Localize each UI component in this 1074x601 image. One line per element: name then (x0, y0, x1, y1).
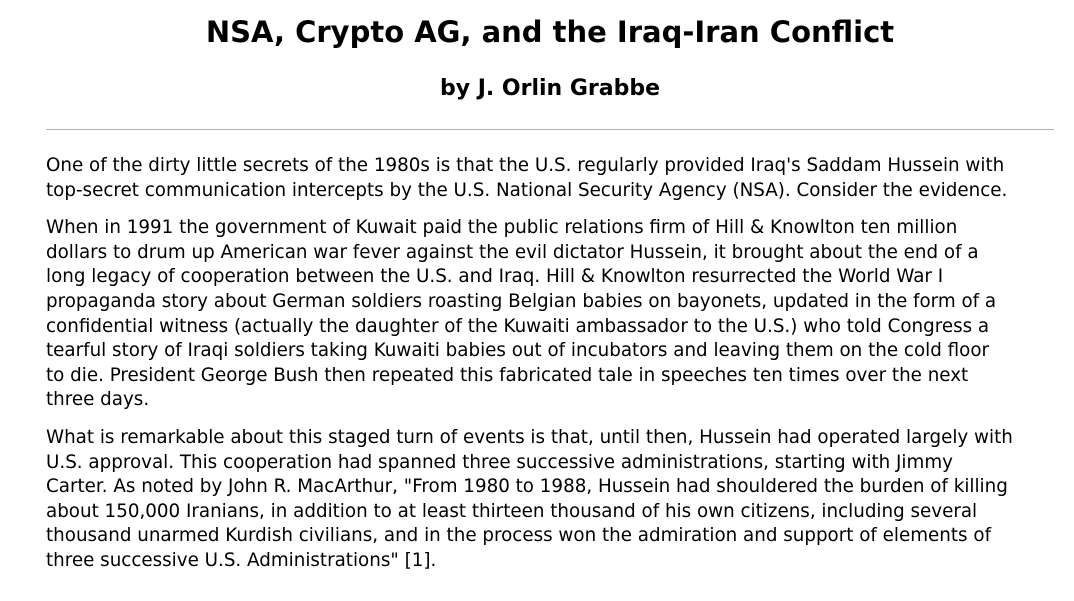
paragraph-line: tearful story of Iraqi soldiers taking Kuwaiti babies out of incubators and leaving them on the cold floor (46, 340, 990, 362)
article-byline: by J. Orlin Grabbe (439, 76, 661, 101)
article-body (46, 154, 1066, 587)
paragraph-line: U.S. approval. This cooperation had spanned three successive administrations, starting with Jimmy (46, 451, 953, 473)
paragraph-line: propaganda story about German soldiers roasting Belgian babies on bayonets, updated in the form of a (46, 290, 997, 312)
paragraph-line: One of the dirty little secrets of the 1980s is that the U.S. regularly provided Iraq's Saddam Hussein with (46, 155, 1005, 176)
paragraph-line: Carter. As noted by John R. MacArthur, "From 1980 to 1988, Hussein had shouldered the burden of killing (46, 476, 1008, 498)
paragraph-2 (46, 216, 1066, 413)
paragraph-line: dollars to drum up American war fever against the evil dictator Hussein, it brought about the end of a (46, 241, 979, 263)
paragraph-3 (46, 426, 1066, 574)
article-title: NSA, Crypto AG, and the Iraq-Iran Conflict (205, 15, 895, 49)
paragraph-line: confidential witness (actually the daughter of the Kuwaiti ambassador to the U.S.) who told Congress a (46, 315, 990, 337)
paragraph-line: When in 1991 the government of Kuwait paid the public relations firm of Hill & Knowlton ten million (46, 217, 958, 239)
paragraph-line: three days. (46, 389, 150, 411)
paragraph-1 (46, 154, 1066, 203)
paragraph-line: What is remarkable about this staged turn of events is that, until then, Hussein had operated largely with (46, 426, 1013, 448)
paragraph-line: long legacy of cooperation between the U.S. and Iraq. Hill & Knowlton resurrected the World War I (46, 266, 944, 288)
paragraph-line: top-secret communication intercepts by the U.S. National Security Agency (NSA). Consider the evidence. (46, 179, 1008, 201)
paragraph-line: thousand unarmed Kurdish civilians, and in the process won the admiration and support of elements of (46, 525, 992, 547)
paragraph-line: three successive U.S. Administrations" [1]. (46, 549, 437, 571)
paragraph-line: to die. President George Bush then repeated this fabricated tale in speeches ten times over the next (46, 364, 969, 386)
title-divider (46, 129, 1054, 130)
paragraph-line: about 150,000 Iranians, in addition to at least thirteen thousand of his own citizens, including several (46, 500, 978, 522)
